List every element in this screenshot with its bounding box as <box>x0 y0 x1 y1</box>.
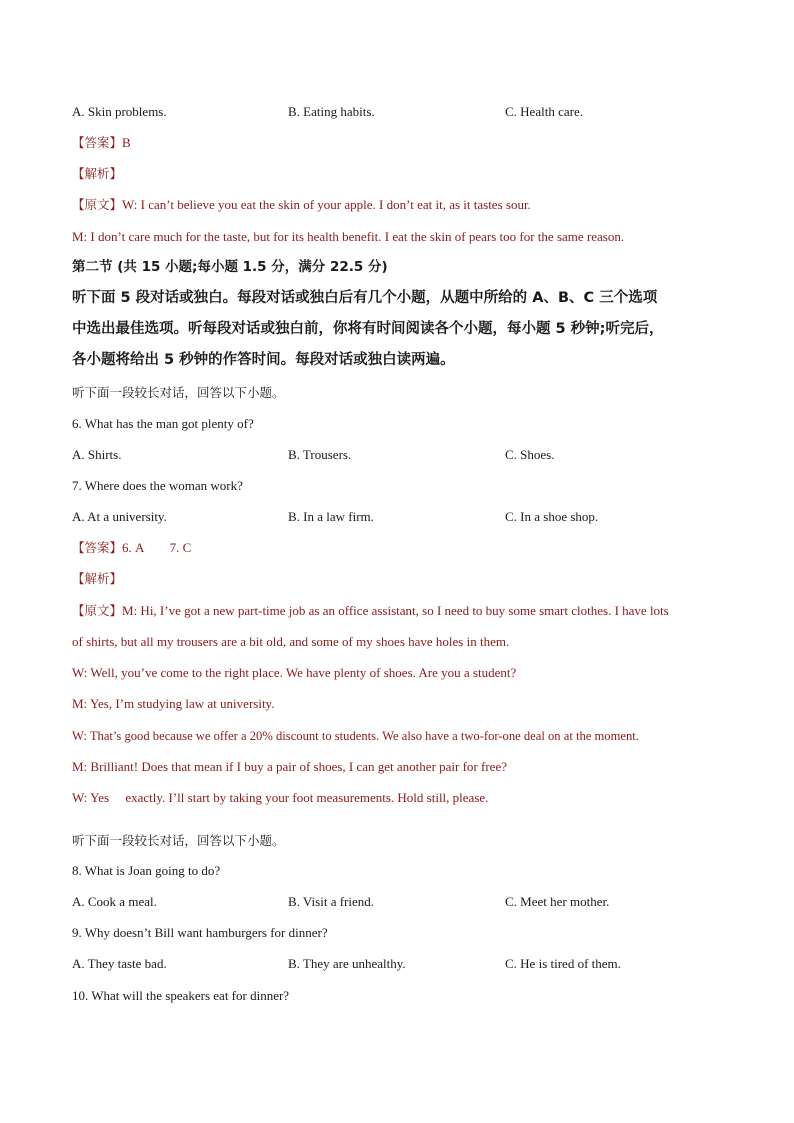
question-10: 10. What will the speakers eat for dinner? <box>72 988 290 1003</box>
question-7: 7. Where does the woman work? <box>72 478 243 493</box>
listen-intro: 听下面一段较长对话，回答以下小题。 <box>72 833 285 848</box>
listen-intro: 听下面一段较长对话，回答以下小题。 <box>72 385 285 400</box>
q6-option-c: C. Shoes. <box>505 447 555 462</box>
q9-option-b: B. They are unhealthy. <box>288 956 406 971</box>
q67-transcript-line: W: Yes exactly. I’ll start by taking your foot measurements. Hold still, please. <box>72 790 489 805</box>
q67-transcript-line: of shirts, but all my trousers are a bit old, and some of my shoes have holes in them. <box>72 634 510 649</box>
q67-transcript-line <box>72 603 669 619</box>
q5-option-b: B. Eating habits. <box>288 104 375 119</box>
q5-option-a: A. Skin problems. <box>72 104 167 119</box>
answer-tag: 【答案】 <box>72 135 123 150</box>
q8-option-c: C. Meet her mother. <box>505 894 610 909</box>
q8-option-a: A. Cook a meal. <box>72 894 157 909</box>
q6-option-a: A. Shirts. <box>72 447 122 462</box>
section-instructions-line: 中选出最佳选项。听每段对话或独白前，你将有时间阅读各个小题，每小题 5 秒钟;听完后， <box>72 321 664 337</box>
original-tag: 【原文】 <box>72 603 123 618</box>
question-6: 6. What has the man got plenty of? <box>72 416 254 431</box>
answer-value: B <box>122 135 131 150</box>
q8-option-b: B. Visit a friend. <box>288 894 374 909</box>
q9-option-c: C. He is tired of them. <box>505 956 621 971</box>
q7-option-a: A. At a university. <box>72 509 167 524</box>
q5-transcript-line: M: I don’t care much for the taste, but for its health benefit. I eat the skin of pears too for the same reason. <box>72 229 625 244</box>
q67-answer <box>72 540 191 556</box>
q67-transcript-line: W: That’s good because we offer a 20% discount to students. We also have a two-for-one deal on at the moment. <box>72 729 639 743</box>
section-instructions-line: 各小题将给出 5 秒钟的作答时间。每段对话或独白读两遍。 <box>72 352 455 368</box>
answer-value: 6. A 7. C <box>122 540 192 555</box>
transcript-text: W: I can’t believe you eat the skin of your apple. I don’t eat it, as it tastes sour. <box>122 197 531 212</box>
q5-transcript-line <box>72 197 531 213</box>
transcript-text: M: Hi, I’ve got a new part-time job as an office assistant, so I need to buy some smart clothes. I have lots <box>122 603 669 618</box>
analysis-tag: 【解析】 <box>72 166 123 181</box>
q67-analysis <box>72 571 122 587</box>
question-9: 9. Why doesn’t Bill want hamburgers for dinner? <box>72 925 328 940</box>
q67-transcript-line: W: Well, you’ve come to the right place. We have plenty of shoes. Are you a student? <box>72 665 517 680</box>
q7-option-c: C. In a shoe shop. <box>505 509 599 524</box>
q67-transcript-line: M: Yes, I’m studying law at university. <box>72 696 275 711</box>
original-tag: 【原文】 <box>72 197 123 212</box>
q7-option-b: B. In a law firm. <box>288 509 374 524</box>
section-title: 第二节 (共 15 小题;每小题 1.5 分，满分 22.5 分) <box>72 259 388 275</box>
answer-tag: 【答案】 <box>72 540 123 555</box>
q5-analysis <box>72 166 122 182</box>
q67-transcript-line: M: Brilliant! Does that mean if I buy a pair of shoes, I can get another pair for free? <box>72 759 507 774</box>
question-8: 8. What is Joan going to do? <box>72 863 221 878</box>
q5-answer <box>72 135 131 151</box>
q6-option-b: B. Trousers. <box>288 447 352 462</box>
analysis-tag: 【解析】 <box>72 571 123 586</box>
q9-option-a: A. They taste bad. <box>72 956 167 971</box>
section-instructions-line: 听下面 5 段对话或独白。每段对话或独白后有几个小题，从题中所给的 A、B、C 三个选项 <box>72 290 658 306</box>
q5-option-c: C. Health care. <box>505 104 583 119</box>
